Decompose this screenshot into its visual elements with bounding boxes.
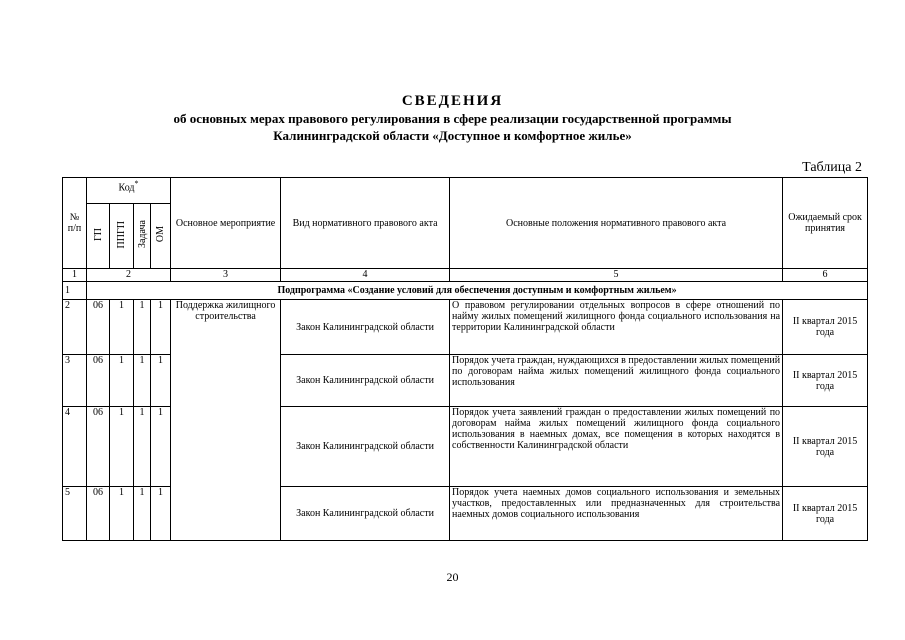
row-om: 1 <box>151 407 171 487</box>
title-line-2: об основных мерах правового регулирования в сфере реализации государственной программы <box>173 111 732 126</box>
row-ppgp: 1 <box>110 300 134 355</box>
row-term: II квартал 2015 года <box>783 487 868 541</box>
row-num: 5 <box>63 487 87 541</box>
row-ppgp: 1 <box>110 487 134 541</box>
row-gp: 06 <box>87 300 110 355</box>
row-task: 1 <box>134 355 151 407</box>
row-gp: 06 <box>87 355 110 407</box>
subprogram-num: 1 <box>63 282 87 300</box>
row-term: II квартал 2015 года <box>783 300 868 355</box>
row-provisions: Порядок учета граждан, нуждающихся в предоставлении жилых помещений по договорам найма жилых помещений жилищного фонда социального использования <box>450 355 783 407</box>
row-task: 1 <box>134 487 151 541</box>
header-provisions: Основные положения нормативного правового акта <box>450 178 783 269</box>
colnum-1: 1 <box>63 269 87 282</box>
page-number: 20 <box>446 570 459 584</box>
main-measure-cell: Поддержка жилищного строительства <box>171 300 281 541</box>
table-row <box>63 300 868 355</box>
row-num: 2 <box>63 300 87 355</box>
row-gp: 06 <box>87 407 110 487</box>
header-code: Код* <box>87 178 171 204</box>
row-task: 1 <box>134 407 151 487</box>
subprogram-title: Подпрограмма «Создание условий для обеспечения доступным и комфортным жильем» <box>87 282 868 300</box>
title-line-1: СВЕДЕНИЯ <box>401 93 504 109</box>
row-ppgp: 1 <box>110 407 134 487</box>
header-num: № п/п <box>63 178 87 269</box>
header-code-gp: ГП <box>87 204 110 269</box>
row-act-type: Закон Калининградской области <box>281 355 450 407</box>
row-gp: 06 <box>87 487 110 541</box>
row-provisions: Порядок учета заявлений граждан о предоставлении жилых помещений по договорам найма жилых помещений жилищного фонда социального использования в наемных домах, все помещения в которых находятся в собственности Калининградской области <box>450 407 783 487</box>
row-ppgp: 1 <box>110 355 134 407</box>
row-num: 4 <box>63 407 87 487</box>
row-om: 1 <box>151 300 171 355</box>
row-om: 1 <box>151 355 171 407</box>
row-act-type: Закон Калининградской области <box>281 487 450 541</box>
header-main-measure: Основное мероприятие <box>171 178 281 269</box>
row-term: II квартал 2015 года <box>783 355 868 407</box>
row-act-type: Закон Калининградской области <box>281 300 450 355</box>
header-code-task: Задача <box>134 204 151 269</box>
colnum-6: 6 <box>783 269 868 282</box>
colnum-3: 3 <box>171 269 281 282</box>
measures-table <box>62 177 868 541</box>
row-provisions: Порядок учета наемных домов социального использования и земельных участков, предоставленных или предназначенных для строительства наемных домов социального использования <box>450 487 783 541</box>
header-act-type: Вид нормативного правового акта <box>281 178 450 269</box>
header-code-ppgp: ППГП <box>110 204 134 269</box>
colnum-5: 5 <box>450 269 783 282</box>
row-provisions: О правовом регулировании отдельных вопросов в сфере отношений по найму жилых помещений жилищного фонда социального использования на территории Калининградской области <box>450 300 783 355</box>
table-number: Таблица 2 <box>802 160 862 175</box>
row-term: II квартал 2015 года <box>783 407 868 487</box>
row-task: 1 <box>134 300 151 355</box>
header-term: Ожидаемый срок принятия <box>783 178 868 269</box>
colnum-2: 2 <box>87 269 171 282</box>
row-act-type: Закон Калининградской области <box>281 407 450 487</box>
header-code-om: ОМ <box>151 204 171 269</box>
document-title <box>0 92 905 144</box>
row-om: 1 <box>151 487 171 541</box>
row-num: 3 <box>63 355 87 407</box>
title-line-3: Калининградской области «Доступное и комфортное жилье» <box>273 128 632 143</box>
colnum-4: 4 <box>281 269 450 282</box>
